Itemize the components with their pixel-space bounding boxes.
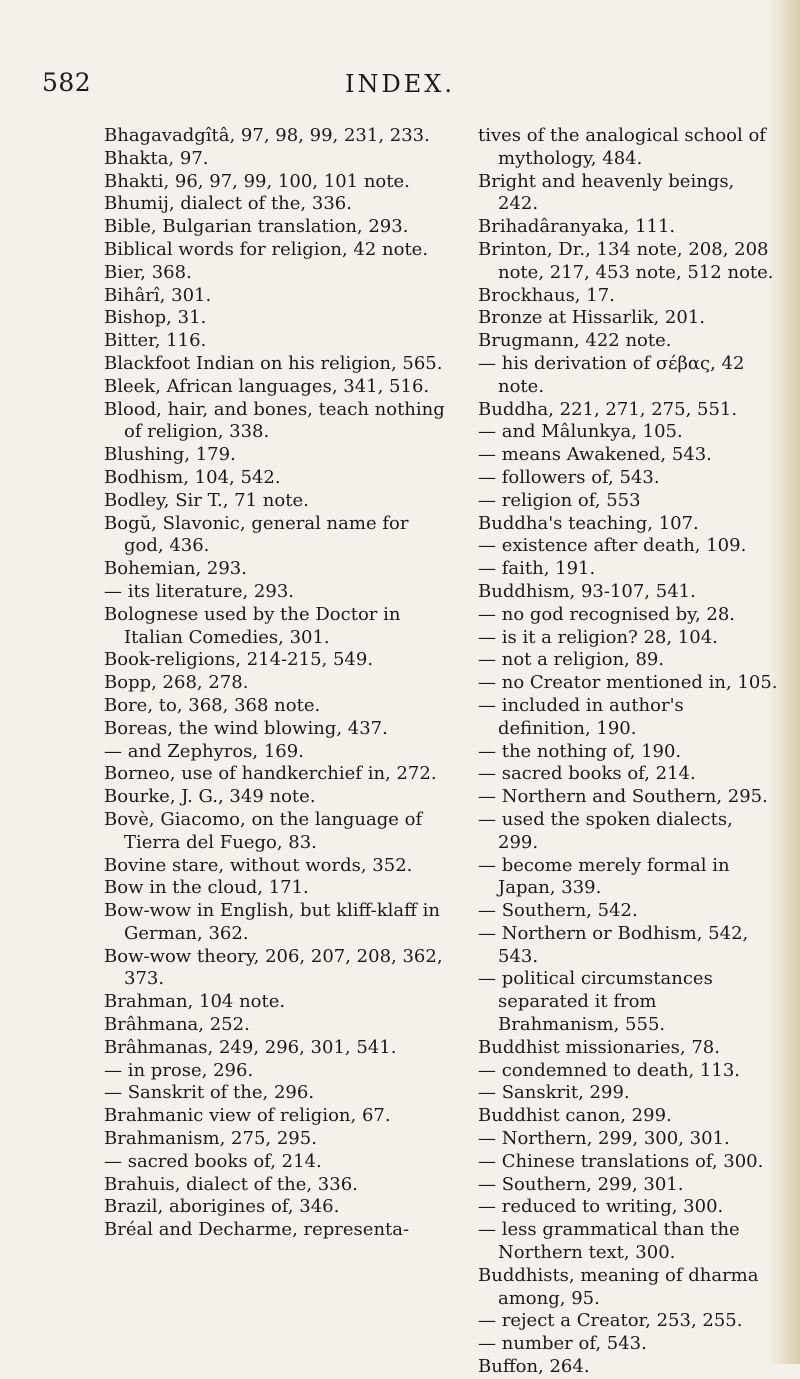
page-header [0, 68, 800, 102]
index-entry: Brâhmanas, 249, 296, 301, 541. [104, 1036, 397, 1058]
index-entry: Buddha's teaching, 107. [478, 512, 699, 534]
index-entry: — the nothing of, 190. [478, 740, 682, 762]
index-entry: Bitter, 116. [104, 330, 207, 352]
index-entry: Bow in the cloud, 171. [104, 877, 309, 899]
index-entry: Book-religions, 214-215, 549. [104, 649, 374, 671]
index-entry: Brahmanism, 275, 295. [104, 1128, 317, 1150]
index-entry: Brahman, 104 note. [104, 991, 286, 1013]
index-entry: Borneo, use of handkerchief in, 272. [104, 763, 437, 785]
index-entry: Buddha, 221, 271, 275, 551. [478, 398, 738, 420]
index-entry: — is it a religion? 28, 104. [478, 626, 718, 648]
index-entry: Bréal and Decharme, representa- [104, 1219, 410, 1241]
index-entry: — in prose, 296. [104, 1059, 254, 1081]
index-entry: Buddhist missionaries, 78. [478, 1036, 720, 1058]
index-entry: — no Creator mentioned in, 105. [478, 672, 778, 694]
index-entry: Bhumij, dialect of the, 336. [104, 193, 352, 215]
index-entry: Buddhism, 93-107, 541. [478, 580, 696, 602]
index-column-left [104, 125, 449, 1242]
index-entry: — faith, 191. [478, 558, 596, 580]
index-entry: Bodley, Sir T., 71 note. [104, 489, 309, 511]
index-entry: — Southern, 542. [478, 900, 638, 922]
index-entry: — reduced to writing, 300. [478, 1196, 724, 1218]
index-entry: Bolognese used by the Doctor in Italian Comedies, 301. [104, 603, 401, 648]
index-entry: — condemned to death, 113. [478, 1059, 741, 1081]
index-entry: Bovè, Giacomo, on the language of Tierra del Fuego, 83. [104, 808, 423, 853]
index-entry: Buddhist canon, 299. [478, 1105, 672, 1127]
index-entry: Blackfoot Indian on his religion, 565. [104, 352, 443, 374]
index-entry: Brazil, aborigines of, 346. [104, 1196, 340, 1218]
index-entry: Bible, Bulgarian translation, 293. [104, 216, 409, 238]
index-entry: Brugmann, 422 note. [478, 330, 672, 352]
index-entry: Brinton, Dr., 134 note, 208, 208 note, 217, 453 note, 512 note. [478, 238, 774, 283]
page-title: INDEX. [345, 70, 455, 98]
index-entry: — reject a Creator, 253, 255. [478, 1310, 743, 1332]
index-entry: Brihadâranyaka, 111. [478, 216, 676, 238]
index-entry: Bihârî, 301. [104, 284, 212, 306]
index-entry: Blood, hair, and bones, teach nothing of religion, 338. [104, 398, 445, 443]
index-entry: tives of the analogical school of mythology, 484. [478, 125, 766, 169]
index-entry: Bogŭ, Slavonic, general name for god, 436. [104, 512, 409, 557]
index-entry: — existence after death, 109. [478, 535, 747, 557]
index-entry: — and Zephyros, 169. [104, 740, 304, 762]
index-entry: Bovine stare, without words, 352. [104, 854, 413, 876]
index-entry: — sacred books of, 214. [478, 763, 696, 785]
index-entry: — included in author's definition, 190. [478, 694, 684, 739]
index-entry: Bier, 368. [104, 261, 192, 283]
index-entry: Bodhism, 104, 542. [104, 466, 281, 488]
index-entry: — its literature, 293. [104, 580, 295, 602]
index-entry: — political circumstances separated it from Brahmanism, 555. [478, 968, 713, 1036]
index-entry: Bhakti, 96, 97, 99, 100, 101 note. [104, 170, 410, 192]
index-entry: Bopp, 268, 278. [104, 672, 249, 694]
index-entry: — not a religion, 89. [478, 649, 665, 671]
index-entry: Buffon, 264. [478, 1356, 590, 1378]
index-entry: — used the spoken dialects, 299. [478, 808, 733, 853]
index-entry: — less grammatical than the Northern text, 300. [478, 1219, 740, 1264]
index-entry: — Chinese translations of, 300. [478, 1150, 764, 1172]
index-entry: — become merely formal in Japan, 339. [478, 854, 730, 899]
index-entry: Bow-wow in English, but kliff-klaff in German, 362. [104, 900, 441, 944]
index-entry: — and Mâlunkya, 105. [478, 421, 683, 443]
index-column-right [478, 125, 778, 1379]
index-entry: — means Awakened, 543. [478, 444, 712, 466]
index-entry: Bourke, J. G., 349 note. [104, 786, 316, 808]
index-entry: Biblical words for religion, 42 note. [104, 238, 429, 260]
index-entry: Bishop, 31. [104, 307, 207, 329]
index-entry: — sacred books of, 214. [104, 1150, 322, 1172]
index-entry: — religion of, 553 [478, 489, 641, 511]
index-entry: Bow-wow theory, 206, 207, 208, 362, 373. [104, 945, 443, 990]
index-entry: — followers of, 543. [478, 466, 660, 488]
index-entry: — Northern, 299, 300, 301. [478, 1128, 730, 1150]
index-entry: Bohemian, 293. [104, 558, 247, 580]
index-entry: — his derivation of σέβας, 42 note. [478, 352, 745, 397]
index-entry: — number of, 543. [478, 1333, 647, 1355]
index-entry: — Sanskrit, 299. [478, 1082, 630, 1104]
index-entry: Bronze at Hissarlik, 201. [478, 307, 706, 329]
index-entry: — Southern, 299, 301. [478, 1173, 684, 1195]
index-entry: Bright and heavenly beings, 242. [478, 170, 735, 215]
page-number: 582 [42, 68, 92, 97]
index-entry: Blushing, 179. [104, 444, 236, 466]
index-entry: — Northern or Bodhism, 542, 543. [478, 922, 749, 967]
index-entry: Buddhists, meaning of dharma among, 95. [478, 1264, 759, 1309]
index-entry: Brockhaus, 17. [478, 284, 615, 306]
index-entry: — Sanskrit of the, 296. [104, 1082, 315, 1104]
index-entry: Brahmanic view of religion, 67. [104, 1105, 391, 1127]
index-entry: Brâhmana, 252. [104, 1014, 250, 1036]
index-entry: — Northern and Southern, 295. [478, 786, 768, 808]
index-entry: Bhakta, 97. [104, 147, 209, 169]
index-entry: — no god recognised by, 28. [478, 603, 736, 625]
index-entry: Brahuis, dialect of the, 336. [104, 1173, 358, 1195]
index-entry: Bleek, African languages, 341, 516. [104, 375, 430, 397]
index-entry: Bhagavadgîtâ, 97, 98, 99, 231, 233. [104, 125, 430, 146]
index-entry: Boreas, the wind blowing, 437. [104, 717, 388, 739]
index-entry: Bore, to, 368, 368 note. [104, 694, 321, 716]
